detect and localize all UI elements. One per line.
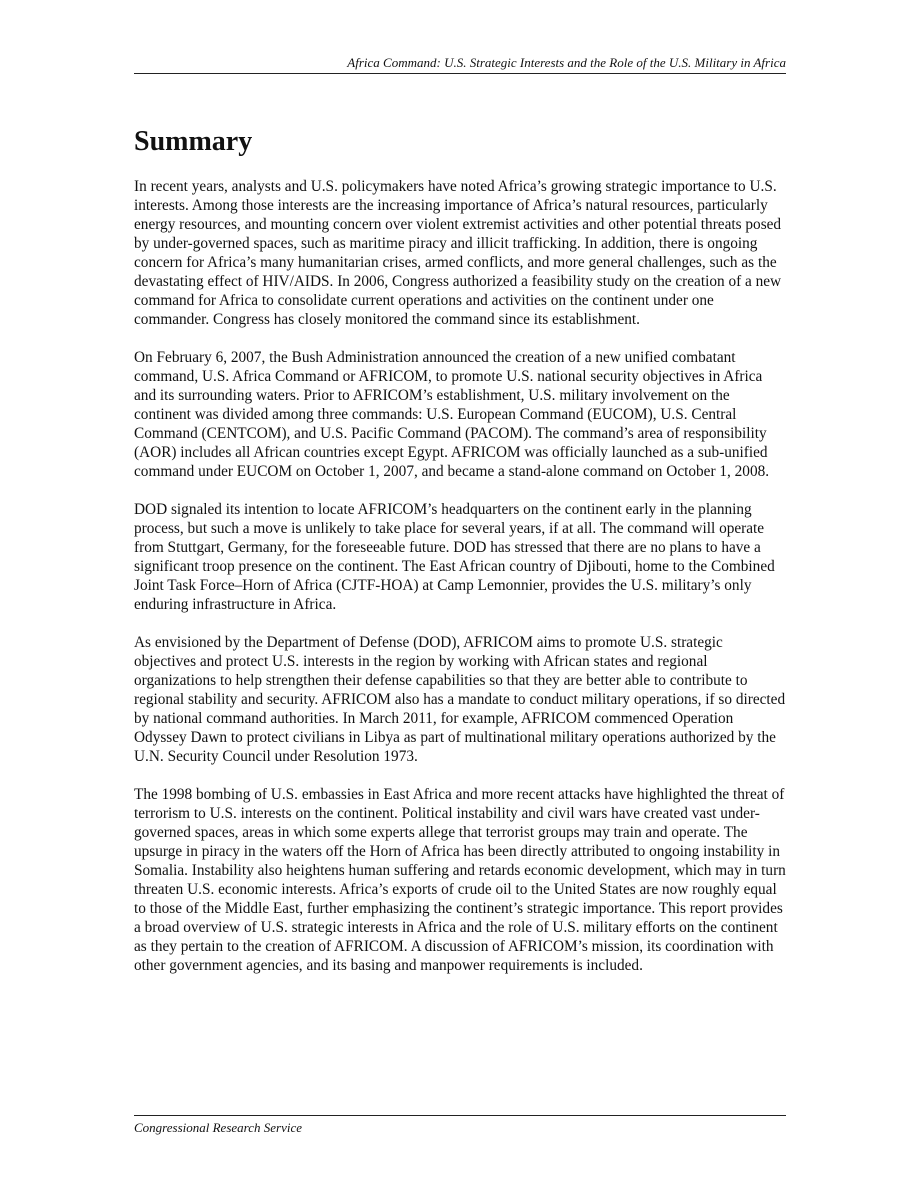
header-divider [134,73,786,74]
paragraph-3: DOD signaled its intention to locate AFRICOM’s headquarters on the continent early in the planning process, but such a move is unlikely to take place for several years, if at all. The command will operate from Stuttgart, Germany, for the foreseeable future. DOD has stressed that there are no plans to have a significant troop presence on the continent. The East African country of Djibouti, home to the Combined Joint Task Force–Horn of Africa (CJTF-HOA) at Camp Lemonnier, provides the U.S. military’s only enduring infrastructure in Africa. [134,501,775,613]
paragraph-2: On February 6, 2007, the Bush Administration announced the creation of a new unified combatant command, U.S. Africa Command or AFRICOM, to promote U.S. national security objectives in Africa and its surrounding waters. Prior to AFRICOM’s establishment, U.S. military involvement on the continent was divided among three commands: U.S. European Command (EUCOM), U.S. Central Command (CENTCOM), and U.S. Pacific Command (PACOM). The command’s area of responsibility (AOR) includes all African countries except Egypt. AFRICOM was officially launched as a sub-unified command under EUCOM on October 1, 2007, and became a stand-alone command on October 1, 2008. [134,349,770,480]
summary-body [134,177,786,994]
paragraph-5: The 1998 bombing of U.S. embassies in East Africa and more recent attacks have highlighted the threat of terrorism to U.S. interests on the continent. Political instability and civil wars have created vast under-governed spaces, areas in which some experts allege that terrorist groups may train and operate. The upsurge in piracy in the waters off the Horn of Africa has been directly attributed to ongoing instability in Somalia. Instability also heightens human suffering and retards economic development, which may in turn threaten U.S. economic interests. Africa’s exports of crude oil to the United States are now roughly equal to those of the Middle East, further emphasizing the continent’s strategic importance. This report provides a broad overview of U.S. strategic interests in Africa and the role of U.S. military efforts on the continent as they pertain to the creation of AFRICOM. A discussion of AFRICOM’s mission, its coordination with other government agencies, and its basing and manpower requirements is included. [134,786,786,974]
paragraph-1: In recent years, analysts and U.S. policymakers have noted Africa’s growing strategic importance to U.S. interests. Among those interests are the increasing importance of Africa’s natural resources, particularly energy resources, and mounting concern over violent extremist activities and other potential threats posed by under-governed spaces, such as maritime piracy and illicit trafficking. In addition, there is ongoing concern for Africa’s many humanitarian crises, armed conflicts, and more general challenges, such as the devastating effect of HIV/AIDS. In 2006, Congress authorized a feasibility study on the creation of a new command for Africa to consolidate current operations and activities on the continent under one commander. Congress has closely monitored the command since its establishment. [134,178,782,328]
running-header: Africa Command: U.S. Strategic Interests and the Role of the U.S. Military in Africa [347,55,786,70]
running-footer: Congressional Research Service [134,1120,302,1135]
section-title: Summary [134,126,253,157]
paragraph-4: As envisioned by the Department of Defense (DOD), AFRICOM aims to promote U.S. strategic objectives and protect U.S. interests in the region by working with African states and regional organizations to help strengthen their defense capabilities so that they are better able to contribute to regional stability and security. AFRICOM also has a mandate to conduct military operations, if so directed by national command authorities. In March 2011, for example, AFRICOM commenced Operation Odyssey Dawn to protect civilians in Libya as part of multinational military operations authorized by the U.N. Security Council under Resolution 1973. [134,634,786,765]
footer-divider [134,1115,786,1116]
